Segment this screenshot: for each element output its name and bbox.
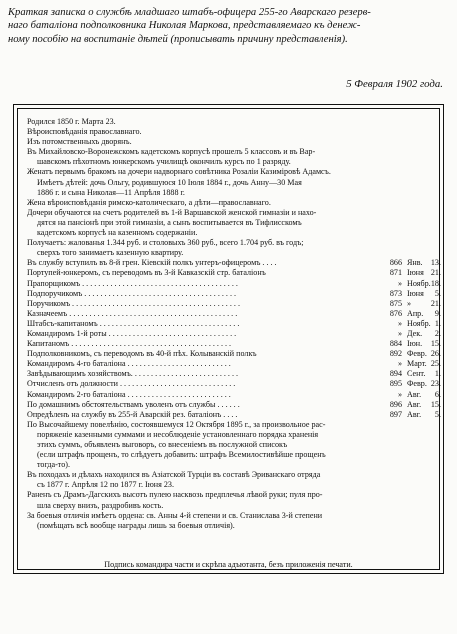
record-line: сверхъ того занимаетъ казенную квартиру. xyxy=(37,248,184,258)
record-line: Дочери обучаются на счетъ родителей въ 1-й Варшавской женской гимназіи и нахо- xyxy=(27,207,317,217)
service-entry: Поручикомъ . . . . . . . . . . . . . . . . . . . . . . . . . . . . . . . . . . . . . . . . . . 875 » 21. xyxy=(27,298,441,308)
record-line: Изъ потомственныхъ дворянъ. xyxy=(27,137,132,147)
service-entry: Казначеемъ . . . . . . . . . . . . . . . . . . . . . . . . . . . . . . . . . . . . . . . . . . 876 Апр. 9. xyxy=(27,308,441,318)
record-line: кадетскомъ корпусѣ на казенномъ содержаніи. xyxy=(37,228,198,238)
heading-line: ному пособію на воспитаніе дѣтей (прописывать причину представленія). xyxy=(8,33,348,45)
service-entry: Завѣдывающимъ хозяйствомъ. . . . . . . . . . . . . . . . . . . . . . . . . . . 894 Сент. 1. xyxy=(27,369,441,379)
award-line: (помѣщать всѣ вообще награды лишь за боевыя отличія). xyxy=(37,520,235,530)
penalty-line: этихъ суммъ, объявленъ выговоръ, со внесеніемъ въ послужной списокъ xyxy=(37,440,288,449)
record-line: 1886 г. и сына Николая—11 Апрѣля 1888 г. xyxy=(37,187,185,197)
record-line: дятся на пансіонѣ при этой гимназіи, а сынъ воспитывается въ Тифлисскомъ xyxy=(37,217,302,227)
service-entry: Командиромъ 4-го баталіона . . . . . . . . . . . . . . . . . . . . . . . . . . » Март. 25. xyxy=(27,359,441,369)
signature-note: Подпись командира части и скрѣпа адъютанта, безъ приложенія печати. xyxy=(104,560,353,569)
service-entry: Подпоручикомъ . . . . . . . . . . . . . . . . . . . . . . . . . . . . . . . . . . . . . . 873 Іюня 5. xyxy=(27,288,441,298)
service-entry: Командиромъ 1-й роты . . . . . . . . . . . . . . . . . . . . . . . . . . . . . . . . » Дек. 2. xyxy=(27,328,441,338)
wound-line: Раненъ съ Драмъ-Дагскихъ высотъ пулею насквозь предплечья лѣвой руки; пуля про- xyxy=(27,490,323,500)
campaign-line: съ 1877 г. Апрѣля 12 по 1877 г. Іюня 23. xyxy=(37,480,174,490)
penalty-line: поряженіе казенными суммами и несоблюденіе установленнаго порядка храненія xyxy=(37,429,319,439)
service-entry: Командиромъ 2-го баталіона . . . . . . . . . . . . . . . . . . . . . . . . . . » Авг. 6. xyxy=(27,389,441,399)
penalty-line: тогда-то). xyxy=(37,460,70,470)
penalty-line: По Высочайшему повелѣнію, состоявшемуся 12 Октября 1895 г., за произвольное рас- xyxy=(27,419,326,429)
service-entry: По домашнимъ обстоятельствамъ уволенъ отъ службы . . . . . . 896 Авг. 15. xyxy=(27,399,441,409)
record-line: Получаетъ: жалованья 1.344 руб. и столовыхъ 360 руб., всего 1.704 руб. въ годъ; xyxy=(27,238,304,248)
record-line: шавскомъ пѣхотномъ юнкерскомъ училищѣ окончилъ курсъ по 1 разряду. xyxy=(37,157,291,167)
service-entry: Опредѣленъ на службу въ 255-й Аварскій рез. баталіонъ . . . . 897 Авг. 5. xyxy=(27,409,441,419)
record-line: Женатъ первымъ бракомъ на дочери надворнаго совѣтника Розаліи Казиміровѣ Адамсъ. xyxy=(27,167,331,177)
wound-line: шла сверху внизъ, раздробивъ кость. xyxy=(37,500,164,510)
service-entry: Въ службу вступилъ въ 8-й грен. Кіевскій полкъ унтеръ-офицеромъ . . . . 866 Янв. 13. xyxy=(27,258,441,268)
record-line: Жена вѣроисповѣданія римско-католическаго, а дѣти—православнаго. xyxy=(27,197,271,207)
service-entry: Портупей-юнкеромъ, съ переводомъ въ 3-й Кавказскій стр. баталіонъ 871 Іюня 21. xyxy=(27,268,441,278)
document-date: 5 Февраля 1902 года. xyxy=(346,78,443,90)
service-entry: Подполковникомъ, съ переводомъ въ 40-й пѣх. Колыванскій полкъ 892 Февр. 26. xyxy=(27,349,441,359)
service-entry: Отчисленъ отъ должности . . . . . . . . . . . . . . . . . . . . . . . . . . . . . 895 Февр. 23. xyxy=(27,379,441,389)
service-entry: Капитаномъ . . . . . . . . . . . . . . . . . . . . . . . . . . . . . . . . . . . . . . . . 884 Іюн. 15. xyxy=(27,339,441,349)
service-entry: Прапорщикомъ . . . . . . . . . . . . . . . . . . . . . . . . . . . . . . . . . . . . . . . » Ноябр. 18. xyxy=(27,278,441,288)
service-entry: Штабсъ-капитаномъ . . . . . . . . . . . . . . . . . . . . . . . . . . . . . . . . . . . » Ноябр. 1. xyxy=(27,318,441,328)
campaign-line: Въ походахъ и дѣлахъ находился въ Азіатской Турціи въ составѣ Эриванскаго отряда xyxy=(27,470,321,480)
heading-line: наго баталіона подполковника Николая Маркова, представляемаго къ денеж- xyxy=(8,20,361,32)
service-record xyxy=(27,117,441,531)
penalty-line: (если штрафъ прощенъ, то слѣдуетъ добавить: штрафъ Всемилостивѣйше прощенъ xyxy=(37,450,326,460)
award-line: За боевыя отличія имѣетъ ордена: св. Анны 4-й степени и св. Станислава 3-й степени xyxy=(27,510,323,520)
heading-line: Краткая записка о службѣ младшаго штабъ-офицера 255-го Аварскаго резерв- xyxy=(8,7,371,18)
record-line: Въ Михайловско-Воронежскомъ кадетскомъ корпусѣ прошелъ 5 классовъ и въ Вар- xyxy=(27,147,316,157)
record-line: Родился 1850 г. Марта 23. xyxy=(27,117,116,126)
record-line: Имѣетъ дѣтей: дочь Ольгу, родившуюся 10 Іюля 1884 г., дочь Анну—30 Мая xyxy=(37,177,302,187)
record-line: Вѣроисповѣданія православнаго. xyxy=(27,127,142,137)
document-heading xyxy=(8,6,446,46)
